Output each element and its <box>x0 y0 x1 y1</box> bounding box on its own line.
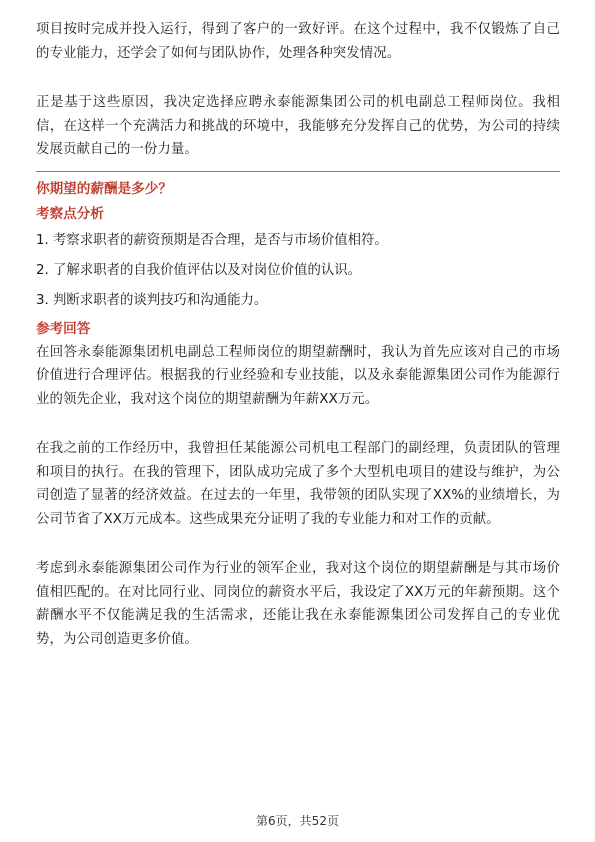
analysis-heading: 考察点分析 <box>36 205 104 222</box>
list-item: 1. 考察求职者的薪资预期是否合理，是否与市场价值相符。 <box>36 232 388 248</box>
body-paragraph: 项目按时完成并投入运行，得到了客户的一致好评。在这个过程中，我不仅锻炼了自己的专业能力，还学会了如何与团队协作，处理各种突发情况。 <box>36 22 560 61</box>
section-divider <box>36 171 560 172</box>
page-number: 第6页，共52页 <box>256 814 339 828</box>
answer-paragraph: 在我之前的工作经历中，我曾担任某能源公司机电工程部门的副经理，负责团队的管理和项目的执行。在我的管理下，团队成功完成了多个大型机电项目的建设与维护，为公司创造了显著的经济效益。在过去的一年里，我带领的团队实现了XX%的业绩增长，为公司节省了XX万元成本。这些成果充分证明了我的专业能力和对工作的贡献。 <box>36 441 560 527</box>
question-title: 你期望的薪酬是多少？ <box>36 180 172 197</box>
page-content <box>36 18 560 651</box>
list-item: 2. 了解求职者的自我价值评估以及对岗位价值的认识。 <box>36 262 362 278</box>
list-item: 3. 判断求职者的谈判技巧和沟通能力。 <box>36 292 268 308</box>
answer-paragraph: 在回答永泰能源集团机电副总工程师岗位的期望薪酬时，我认为首先应该对自己的市场价值进行合理评估。根据我的行业经验和专业技能，以及永泰能源集团公司作为能源行业的领先企业，我对这个岗位的期望薪酬为年薪XX万元。 <box>36 344 560 407</box>
paragraph-gap <box>36 65 560 91</box>
analysis-list <box>36 226 560 316</box>
answer-paragraph: 考虑到永泰能源集团公司作为行业的领军企业，我对这个岗位的期望薪酬是与其市场价值相匹配的。在对比同行业、同岗位的薪资水平后，我设定了XX万元的年薪预期。这个薪酬水平不仅能满足我的生活需求，还能让我在永泰能源集团公司发挥自己的专业优势，为公司创造更多价值。 <box>36 561 560 647</box>
body-paragraph: 正是基于这些原因，我决定选择应聘永泰能源集团公司的机电副总工程师岗位。我相信，在这样一个充满活力和挑战的环境中，我能够充分发挥自己的优势，为公司的持续发展贡献自己的一份力量。 <box>36 95 560 157</box>
paragraph-gap <box>36 531 560 557</box>
paragraph-gap <box>36 411 560 437</box>
answer-heading: 参考回答 <box>36 320 91 337</box>
